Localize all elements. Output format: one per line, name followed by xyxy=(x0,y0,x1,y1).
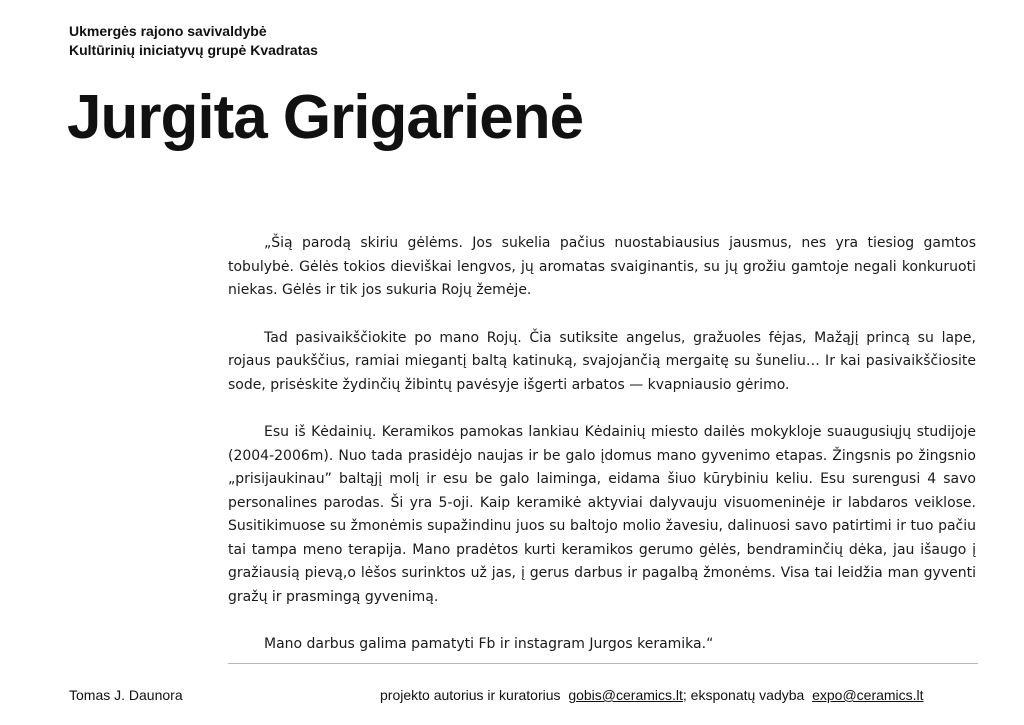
exhibits-email-link[interactable]: expo@ceramics.lt xyxy=(812,687,924,703)
footer-credits xyxy=(380,686,924,704)
paragraph-1: „Šią parodą skiriu gėlėms. Jos sukelia pačius nuostabiausius jausmus, nes yra tiesiog gamtos tobulybė. Gėlės tokios dieviškai lengvos, jų aromatas svaiginantis, su jų grožiu gamtoje negali konkuruoti niekas. Gėlės ir tik jos sukuria Rojų žemėje. xyxy=(228,235,976,298)
page-title: Jurgita Grigarienė xyxy=(67,83,584,152)
curator-email-link[interactable]: gobis@ceramics.lt xyxy=(568,687,683,703)
footer-author: Tomas J. Daunora xyxy=(69,687,183,703)
organization-header xyxy=(69,22,318,60)
curator-label: projekto autorius ir kuratorius xyxy=(380,687,561,703)
organization-line-2: Kultūrinių iniciatyvų grupė Kvadratas xyxy=(69,42,318,58)
footer-divider xyxy=(228,663,978,664)
organization-line-1: Ukmergės rajono savivaldybė xyxy=(69,23,267,39)
footer-separator: ; xyxy=(682,687,687,703)
statement-text xyxy=(228,232,976,657)
paragraph-4: Mano darbus galima pamatyti Fb ir instagram Jurgos keramika.“ xyxy=(264,636,714,652)
paragraph-3: Esu iš Kėdainių. Keramikos pamokas lankiau Kėdainių miesto dailės mokykloje suaugusiųjų studijoje (2004-2006m). Nuo tada prasidėjo naujas ir be galo įdomus mano gyvenimo etapas. Žingsnis po žingsnio „prisijaukinau” baltąjį molį ir esu be galo laiminga, eidama šiuo kūrybiniu keliu. Esu surengusi 4 savo personalines parodas. Ši yra 5-oji. Kaip keramikė aktyviai dalyvauju visuomeninėje ir labdaros veiklose. Susitikimuose su žmonėmis supažindinu juos su baltojo molio žavesiu, dalinuosi savo patirtimi ir tuo pačiu tai tampa meno terapija. Mano pradėtos kurti keramikos gerumo gėlės, bendraminčių dėka, jau išaugo į gražiausią pievą,o lėšos surinktos už jas, į gerus darbus ir pagalbą žmonėms. Visa tai leidžia man gyventi gražų ir prasmingą gyvenimą. xyxy=(228,424,976,605)
paragraph-2: Tad pasivaikščiokite po mano Rojų. Čia sutiksite angelus, gražuoles fėjas, Mažąjį princą su lape, rojaus paukščius, ramiai miegantį baltą katinuką, svajojančią mergaitę su šuneliu… Ir kai pasivaikščiosite sode, prisėskite žydinčių žibintų pavėsyje išgerti arbatos — kvapniausio gėrimo. xyxy=(228,329,976,393)
exhibits-label: eksponatų vadyba xyxy=(690,687,805,703)
